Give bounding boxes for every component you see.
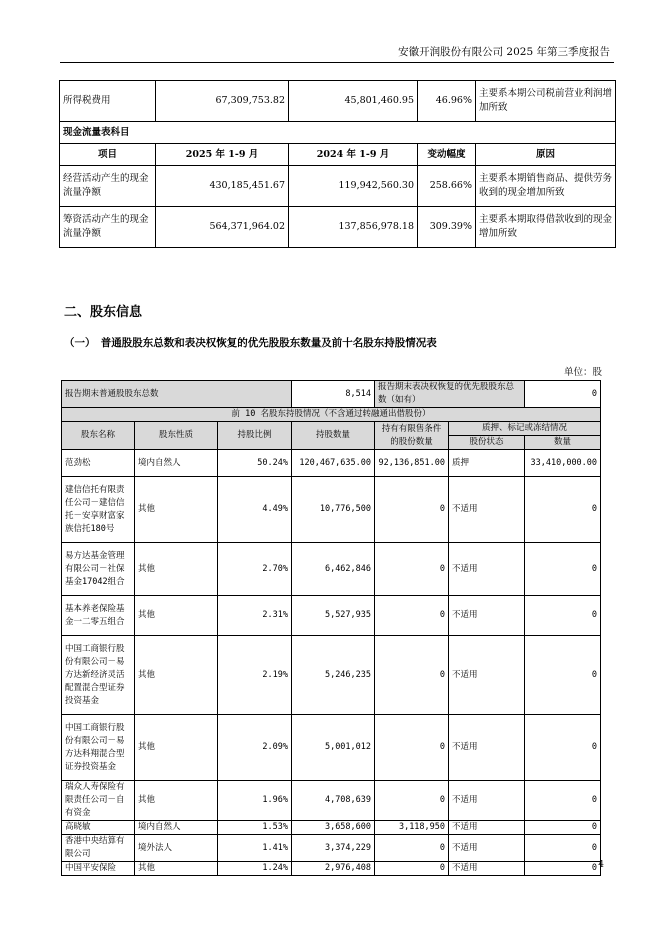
holder-pledge-qty: 0: [525, 596, 601, 636]
header-divider: [60, 62, 614, 63]
reason-cell: 主要系本期公司税前营业利润增加所致: [476, 81, 616, 122]
holder-name: 瑞众人寿保险有限责任公司－自有资金: [62, 781, 135, 821]
holder-pledge-qty: 0: [525, 715, 601, 781]
holder-nature: 其他: [135, 543, 218, 596]
holder-pledge-qty: 0: [525, 862, 601, 876]
holder-ratio: 1.53%: [218, 821, 292, 835]
value-2025-cell: 430,185,451.67: [156, 166, 289, 207]
holder-restricted: 0: [375, 781, 449, 821]
holder-shares: 2,976,408: [292, 862, 375, 876]
holder-name: 中国工商银行股份有限公司－易方达新经济灵活配置混合型证券投资基金: [62, 636, 135, 715]
change-cell: 46.96%: [418, 81, 476, 122]
holder-restricted: 0: [375, 477, 449, 543]
holder-shares: 5,527,935: [292, 596, 375, 636]
holder-ratio: 2.19%: [218, 636, 292, 715]
holder-shares: 3,374,229: [292, 835, 375, 862]
holder-pledge-qty: 33,410,000.00: [525, 450, 601, 477]
table-row: [62, 543, 601, 596]
holder-ratio: 1.24%: [218, 862, 292, 876]
page-number: 4: [598, 860, 604, 870]
table-row: [62, 862, 601, 876]
holder-ratio: 2.70%: [218, 543, 292, 596]
holder-restricted: 0: [375, 862, 449, 876]
section-title: 二、股东信息: [64, 305, 143, 320]
common-holders-label: 报告期末普通股股东总数: [62, 381, 292, 408]
value-2025-cell: 564,371,964.02: [156, 207, 289, 248]
shareholder-table: [61, 380, 601, 876]
col-header-2024: 2024 年 1-9 月: [289, 144, 418, 166]
report-header: 安徽开润股份有限公司 2025 年第三季度报告: [398, 46, 610, 58]
table-row: [62, 450, 601, 477]
holder-ratio: 50.24%: [218, 450, 292, 477]
summary-row: [62, 381, 601, 408]
holder-restricted: 0: [375, 543, 449, 596]
holder-shares: 6,462,846: [292, 543, 375, 596]
holder-shares: 3,658,600: [292, 821, 375, 835]
table-row: [62, 715, 601, 781]
table-row: [62, 835, 601, 862]
value-2025-cell: 67,309,753.82: [156, 81, 289, 122]
table-row: [60, 166, 616, 207]
holder-nature: 其他: [135, 596, 218, 636]
header-row: [62, 422, 601, 436]
common-holders-value: 8,514: [292, 381, 375, 408]
section-row: [60, 122, 616, 144]
holder-pledge-status: 不适用: [449, 821, 525, 835]
col-header-reason: 原因: [476, 144, 616, 166]
table-row: [62, 596, 601, 636]
holder-pledge-status: 不适用: [449, 835, 525, 862]
holder-shares: 120,467,635.00: [292, 450, 375, 477]
col-header-restricted: 持有有限售条件的股份数量: [375, 422, 449, 450]
col-header-pledge-status: 股份状态: [449, 436, 525, 450]
value-2024-cell: 45,801,460.95: [289, 81, 418, 122]
item-cell: 经营活动产生的现金流量净额: [60, 166, 156, 207]
change-cell: 258.66%: [418, 166, 476, 207]
col-header-name: 股东名称: [62, 422, 135, 450]
col-header-2025: 2025 年 1-9 月: [156, 144, 289, 166]
holder-nature: 其他: [135, 636, 218, 715]
cashflow-section-title: 现金流量表科目: [60, 122, 616, 144]
holder-shares: 4,708,639: [292, 781, 375, 821]
holder-nature: 其他: [135, 477, 218, 543]
holder-pledge-qty: 0: [525, 543, 601, 596]
reason-cell: 主要系本期取得借款收到的现金增加所致: [476, 207, 616, 248]
header-row: [60, 144, 616, 166]
col-header-change: 变动幅度: [418, 144, 476, 166]
table-row: [62, 821, 601, 835]
holder-nature: 其他: [135, 715, 218, 781]
holder-nature: 境内自然人: [135, 821, 218, 835]
holder-restricted: 0: [375, 636, 449, 715]
financial-change-table: [59, 80, 616, 248]
col-header-nature: 股东性质: [135, 422, 218, 450]
reason-cell: 主要系本期销售商品、提供劳务收到的现金增加所致: [476, 166, 616, 207]
holder-restricted: 0: [375, 715, 449, 781]
item-cell: 所得税费用: [60, 81, 156, 122]
pref-holders-label: 报告期末表决权恢复的优先股股东总数（如有）: [375, 381, 525, 408]
holder-nature: 境外法人: [135, 835, 218, 862]
col-header-pledge-qty: 数量: [525, 436, 601, 450]
holder-name: 范劲松: [62, 450, 135, 477]
holder-name: 中国平安保险: [62, 862, 135, 876]
holder-nature: 境内自然人: [135, 450, 218, 477]
holder-pledge-qty: 0: [525, 835, 601, 862]
holder-ratio: 1.96%: [218, 781, 292, 821]
holder-shares: 5,001,012: [292, 715, 375, 781]
table-row: [62, 477, 601, 543]
holder-pledge-qty: 0: [525, 781, 601, 821]
holder-restricted: 0: [375, 835, 449, 862]
holder-nature: 其他: [135, 862, 218, 876]
holder-pledge-qty: 0: [525, 636, 601, 715]
holder-ratio: 4.49%: [218, 477, 292, 543]
holder-pledge-qty: 0: [525, 477, 601, 543]
table-row: [62, 636, 601, 715]
holder-pledge-status: 不适用: [449, 543, 525, 596]
pref-holders-value: 0: [525, 381, 601, 408]
holder-ratio: 2.31%: [218, 596, 292, 636]
col-header-ratio: 持股比例: [218, 422, 292, 450]
holder-name: 香港中央结算有限公司: [62, 835, 135, 862]
holder-name: 基本养老保险基金一二零五组合: [62, 596, 135, 636]
top10-title: 前 10 名股东持股情况（不含通过转融通出借股份）: [62, 408, 601, 422]
section-subtitle: （一） 普通股股东总数和表决权恢复的优先股股东数量及前十名股东持股情况表: [64, 337, 437, 349]
top10-title-row: [62, 408, 601, 422]
holder-restricted: 0: [375, 596, 449, 636]
holder-pledge-status: 质押: [449, 450, 525, 477]
holder-pledge-status: 不适用: [449, 715, 525, 781]
value-2024-cell: 119,942,560.30: [289, 166, 418, 207]
holder-name: 高晓敏: [62, 821, 135, 835]
table-row: [62, 781, 601, 821]
holder-pledge-status: 不适用: [449, 636, 525, 715]
holder-pledge-status: 不适用: [449, 862, 525, 876]
item-cell: 筹资活动产生的现金流量净额: [60, 207, 156, 248]
holder-name: 易方达基金管理有限公司－社保基金17042组合: [62, 543, 135, 596]
holder-pledge-status: 不适用: [449, 477, 525, 543]
col-header-item: 项目: [60, 144, 156, 166]
holder-name: 中国工商银行股份有限公司－易方达科翔混合型证券投资基金: [62, 715, 135, 781]
value-2024-cell: 137,856,978.18: [289, 207, 418, 248]
holder-ratio: 1.41%: [218, 835, 292, 862]
holder-shares: 10,776,500: [292, 477, 375, 543]
unit-label: 单位：股: [563, 367, 602, 378]
holder-restricted: 3,118,950: [375, 821, 449, 835]
holder-shares: 5,246,235: [292, 636, 375, 715]
holder-pledge-status: 不适用: [449, 596, 525, 636]
table-row: [60, 207, 616, 248]
change-cell: 309.39%: [418, 207, 476, 248]
holder-pledge-status: 不适用: [449, 781, 525, 821]
holder-pledge-qty: 0: [525, 821, 601, 835]
holder-ratio: 2.09%: [218, 715, 292, 781]
holder-nature: 其他: [135, 781, 218, 821]
col-header-shares: 持股数量: [292, 422, 375, 450]
col-header-pledge: 质押、标记或冻结情况: [449, 422, 601, 436]
holder-name: 建信信托有限责任公司－建信信托－安享财富家族信托180号: [62, 477, 135, 543]
table-row: [60, 81, 616, 122]
holder-restricted: 92,136,851.00: [375, 450, 449, 477]
